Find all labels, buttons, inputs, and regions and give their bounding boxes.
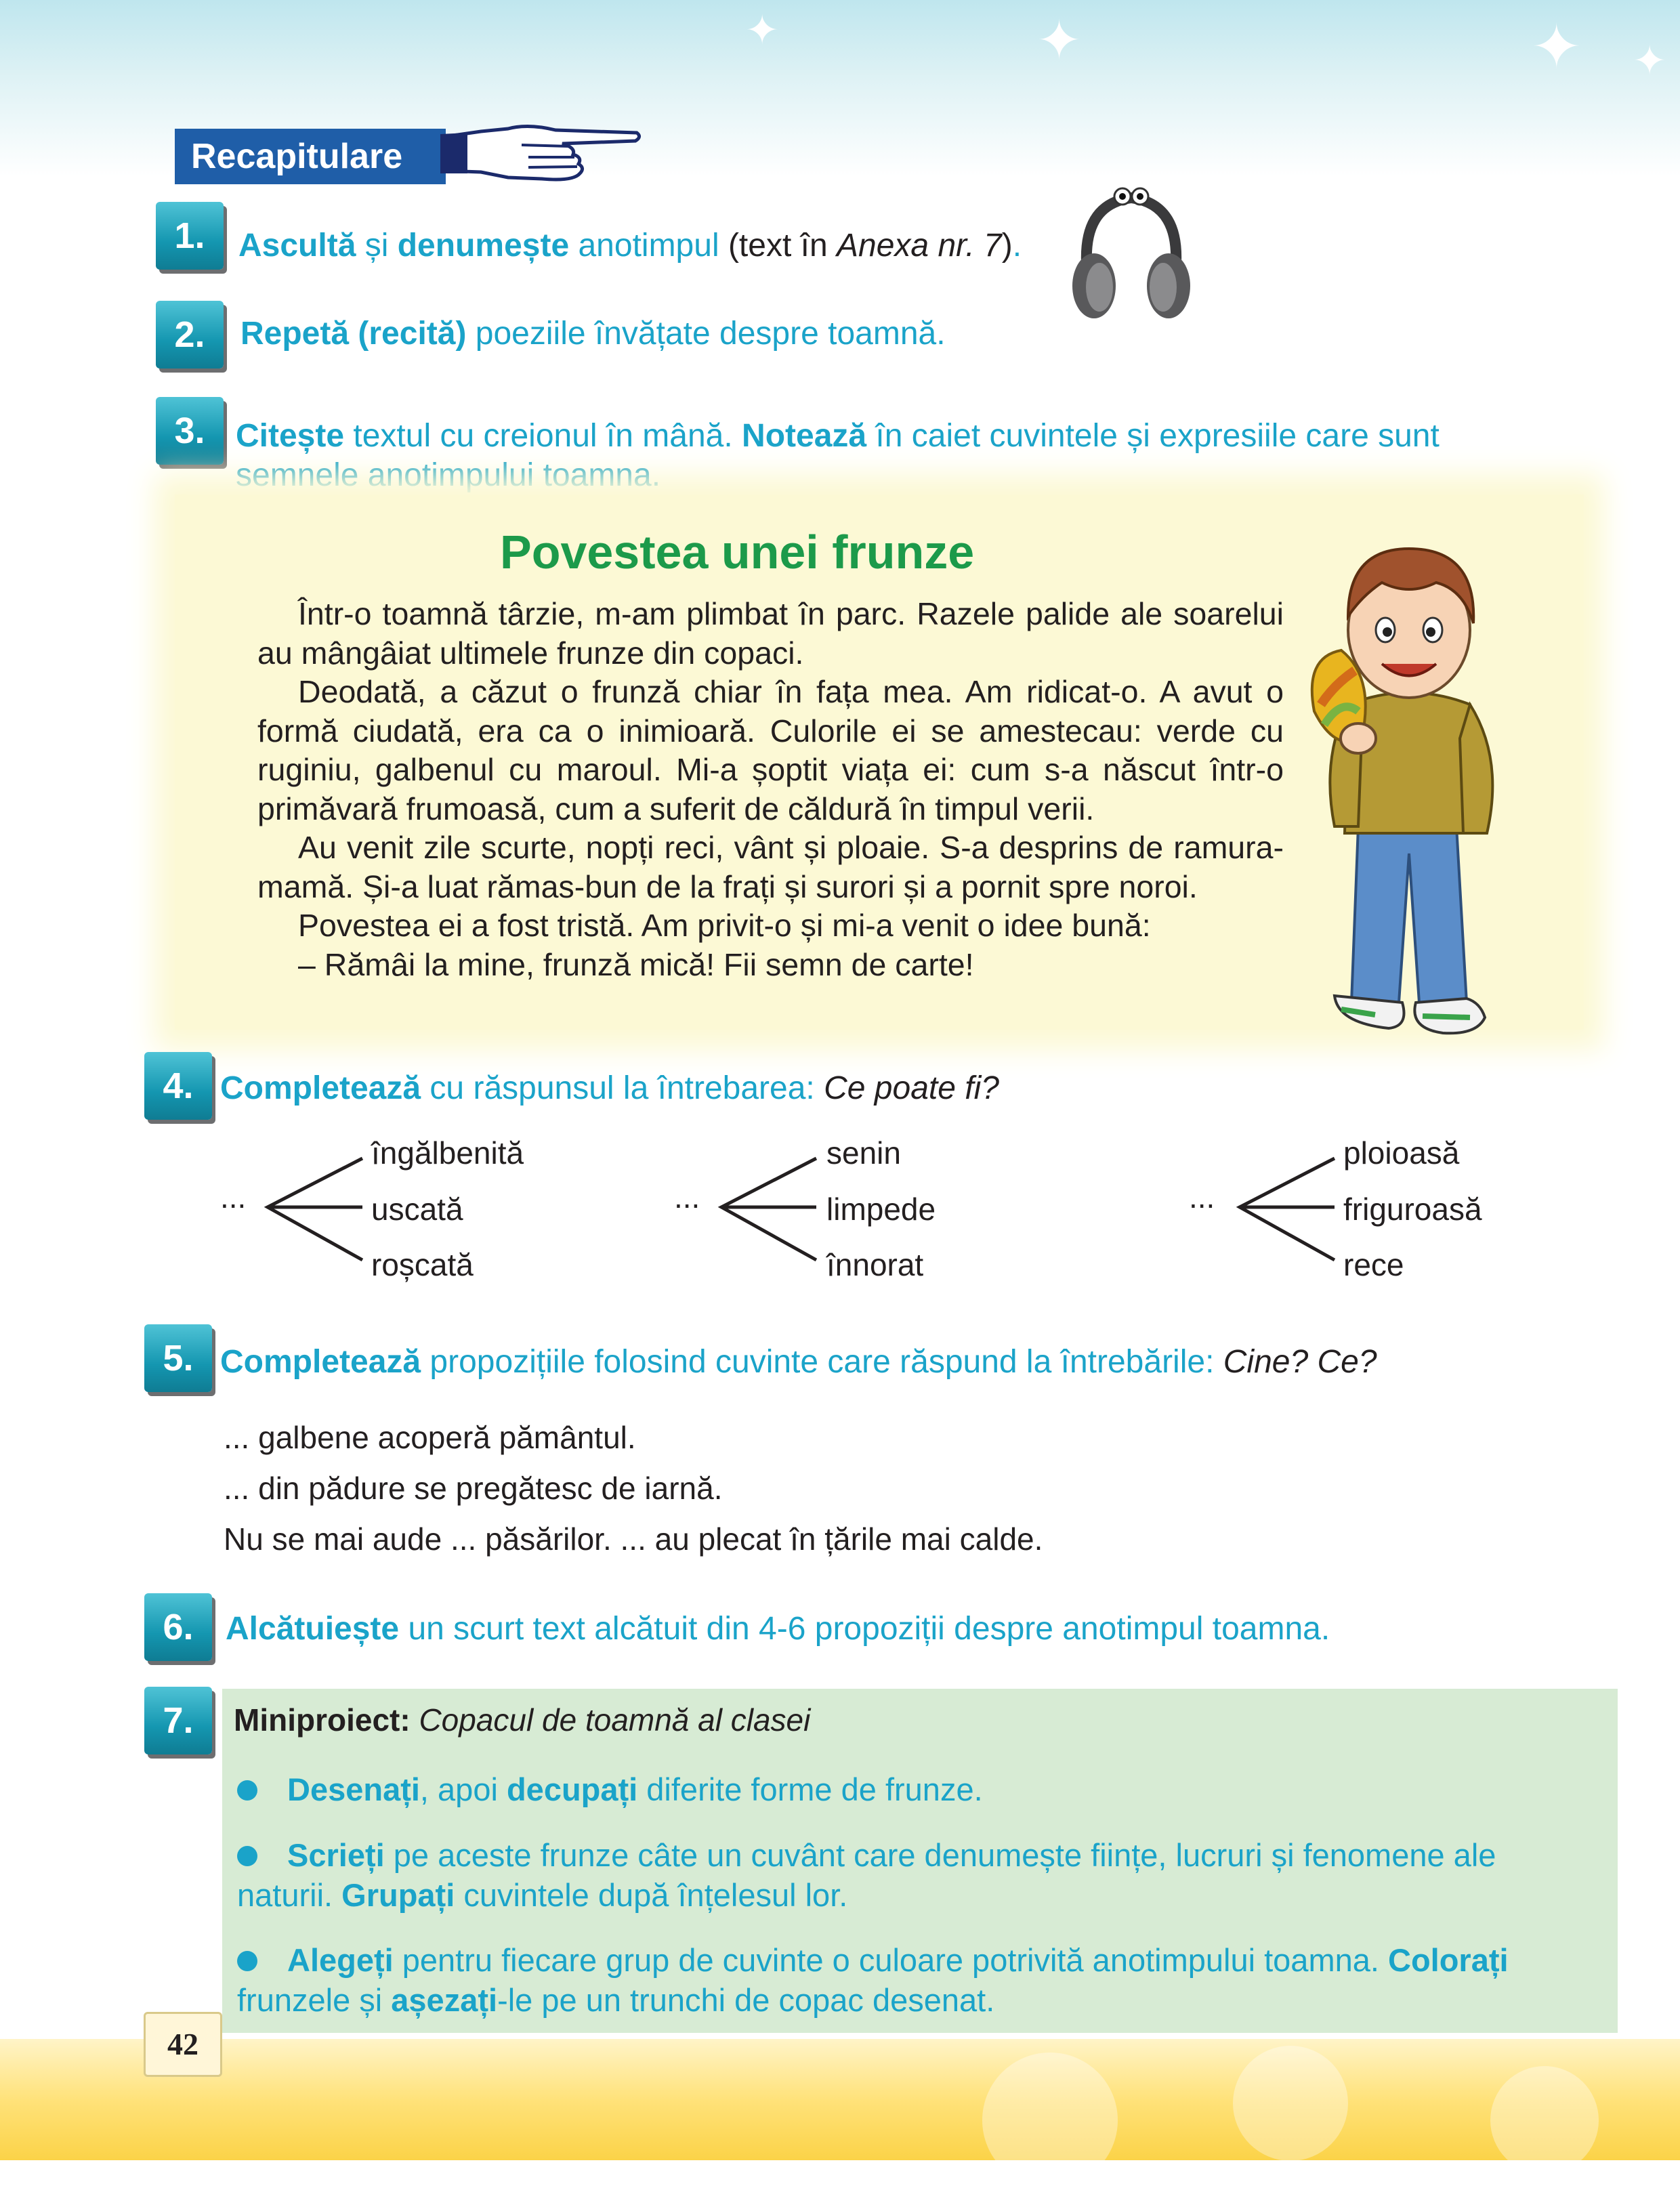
bottom-decor-band: [0, 2039, 1680, 2160]
fill-sentence: ... din pădure se pregătesc de iarnă.: [224, 1471, 723, 1506]
branch-word: rece: [1343, 1247, 1404, 1282]
branch-word: friguroasă: [1343, 1192, 1482, 1227]
exercise-3-text: Citește textul cu creionul în mână. Notează în caiet cuvintele și expresiile care sunt semnele anotimpului toamna.: [236, 418, 1440, 493]
boy-with-leaf-illustration: [1307, 535, 1511, 1036]
bokeh-decor: [1233, 2046, 1348, 2161]
fill-sentence: Nu se mai aude ... păsărilor. ... au plecat în țările mai calde.: [224, 1521, 1043, 1557]
branch-word: îngălbenită: [371, 1135, 524, 1171]
bullet-dot-icon: [237, 1951, 257, 1971]
headphones-icon: [1067, 177, 1196, 327]
exercise-1-text: Ascultă și denumește anotimpul (text în Anexa nr. 7).: [238, 228, 1022, 264]
story-title: Povestea unei frunze: [500, 526, 975, 578]
sparkle-icon: ✦: [1531, 14, 1582, 81]
blank-dots: ...: [220, 1179, 247, 1215]
exercise-number: 1.: [156, 202, 224, 270]
blank-dots: ...: [1189, 1179, 1215, 1215]
section-badge: Recapitulare: [175, 129, 446, 184]
exercise-number: 2.: [156, 301, 224, 369]
exercise-4-text: Completează cu răspunsul la întrebarea: Ce poate fi?: [220, 1070, 999, 1106]
sparkle-icon: ✦: [1633, 38, 1667, 83]
branch-word: roșcată: [371, 1247, 474, 1282]
bokeh-decor: [1490, 2066, 1599, 2174]
exercise-number: 3.: [156, 397, 224, 465]
branch-word: ploioasă: [1343, 1135, 1460, 1171]
sparkle-icon: ✦: [1036, 10, 1083, 70]
blank-dots: ...: [674, 1179, 700, 1215]
exercise-2-text: Repetă (recită) poeziile învățate despre toamnă.: [240, 316, 946, 352]
exercise-number: 6.: [144, 1593, 212, 1661]
exercise-number: 7.: [144, 1687, 212, 1754]
miniproject-step-3: Alegeți pentru fiecare grup de cuvinte o culoare potrivită anotimpului toamna. Colorați frunzele și așezați-le pe un trunchi de copac desenat.: [237, 1942, 1509, 2018]
miniproject-title: Miniproiect: Copacul de toamnă al clasei: [234, 1702, 811, 1738]
bullet-dot-icon: [237, 1780, 257, 1801]
branch-word: limpede: [826, 1192, 936, 1227]
exercise-number: 4.: [144, 1052, 212, 1120]
bullet-dot-icon: [237, 1846, 257, 1866]
bokeh-decor: [982, 2053, 1118, 2188]
branch-lines: [715, 1152, 823, 1274]
branch-lines: [261, 1152, 369, 1274]
sparkle-icon: ✦: [745, 7, 780, 53]
miniproject-step-1: Desenați, apoi decupați diferite forme de frunze.: [237, 1769, 983, 1809]
pointing-hand-icon: [440, 117, 644, 184]
fill-sentence: ... galbene acoperă pământul.: [224, 1420, 636, 1455]
branch-word: uscată: [371, 1192, 463, 1227]
miniproject-step-2: Scrieți pe aceste frunze câte un cuvânt care denumește ființe, lucruri și fenomene ale naturii. Grupați cuvintele după înțelesul lor.: [237, 1837, 1496, 1913]
exercise-5-text: Completează propozițiile folosind cuvinte care răspund la întrebările: Cine? Ce?: [220, 1344, 1377, 1380]
page-number: 42: [144, 2012, 222, 2077]
exercise-6-text: Alcătuiește un scurt text alcătuit din 4-6 propoziții despre anotimpul toamna.: [226, 1611, 1330, 1647]
branch-lines: [1233, 1152, 1341, 1274]
branch-word: senin: [826, 1135, 901, 1171]
exercise-number: 5.: [144, 1324, 212, 1392]
story-text: Într-o toamnă târzie, m-am plimbat în parc. Razele palide ale soarelui au mângâiat ultimele frunze din copaci. Deodată, a căzut o frunză chiar în fața mea. Am ridicat-o. A avut o formă ciudată, era ca o inimioară. Culorile ei se amestecau: verde cu ruginiu, galbenul cu maroul. Mi-a șoptit viața ei: cum s-a născut într-o primăvară frumoasă, cum a suferit de căldură în timpul verii. Au venit zile scurte, nopți reci, vânt și ploaie. S-a desprins de ramura-mamă. Și-a luat rămas-bun de la frați și surori și a pornit spre noroi. Povestea ei a fost tristă. Am privit-o și mi-a venit o idee bună: – Rămâi la mine, frunză mică! Fii semn de carte!: [257, 596, 1284, 982]
branch-word: înnorat: [826, 1247, 924, 1282]
